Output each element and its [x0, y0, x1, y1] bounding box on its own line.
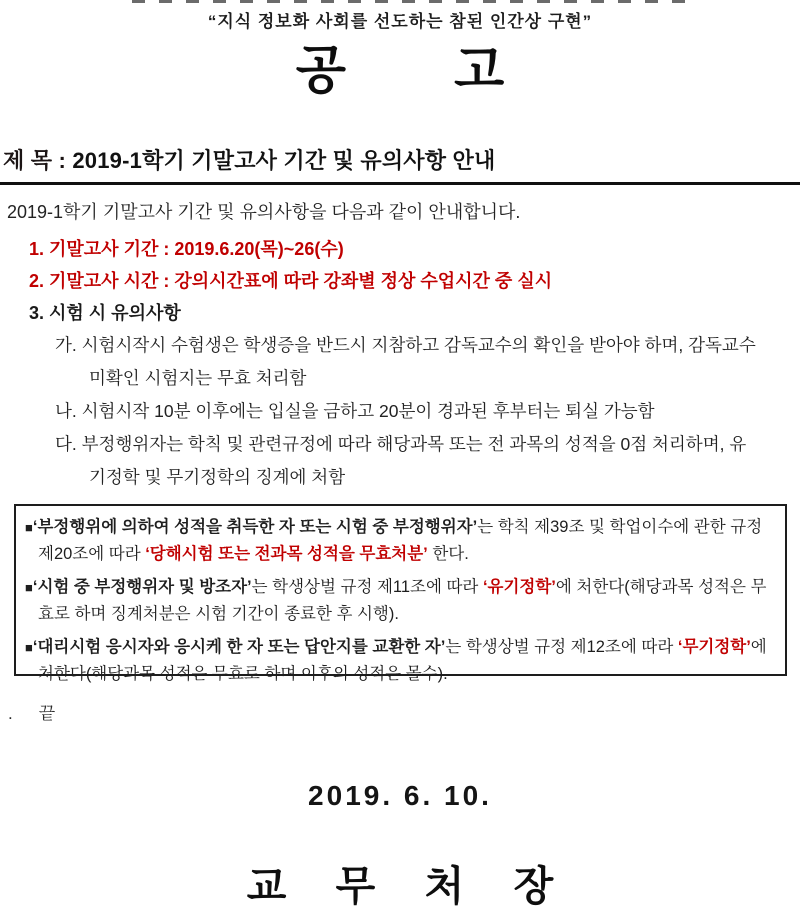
precaution-da-line1: 다. 부정행위자는 학칙 및 관련규정에 따라 해당과목 또는 전 과목의 성적을 0점 처리하며, 유	[55, 434, 747, 454]
issue-date: 2019. 6. 10.	[308, 780, 492, 811]
penalty-1-subject: ‘부정행위에 의하여 성적을 취득한 자 또는 시험 중 부정행위자’	[32, 518, 478, 536]
document-title-char-right: 고	[454, 42, 505, 100]
penalty-bullet-3	[25, 634, 776, 687]
list-item-exam-time: 2. 기말고사 시간 : 강의시간표에 따라 강좌별 정상 수업시간 중 실시	[29, 271, 553, 291]
penalty-2-sanction: ‘유기정학’	[482, 578, 556, 596]
penalty-3-subject: ‘대리시험 응시자와 응시케 한 자 또는 답안지를 교환한 자’	[32, 638, 446, 656]
square-bullet-icon: ■	[25, 520, 33, 535]
document-title-char-left: 공	[295, 42, 346, 100]
penalty-1-tail: 한다.	[427, 545, 469, 563]
closing-end-word: 끝	[38, 704, 56, 723]
cheating-penalty-box	[14, 504, 787, 683]
penalty-1-sanction: ‘당해시험 또는 전과목 성적을 무효처분’	[145, 545, 428, 563]
document-title	[0, 42, 800, 100]
penalty-3-sanction: ‘무기정학’	[677, 638, 751, 656]
penalty-3-tail: 에 처한다(해당과목 성적은 무효로 하며 이후의 성적은 몰수).	[38, 638, 767, 683]
square-bullet-icon: ■	[25, 580, 33, 595]
penalty-2-tail: 에 처한다(해당과목 성적은 무효로 하며 징계처분은 시험 기간이 종료한 후 시행).	[38, 578, 767, 623]
closing-mark	[0, 699, 800, 724]
precaution-na: 나. 시험시작 10분 이후에는 입실을 금하고 20분이 경과된 후부터는 퇴실 가능함	[55, 401, 655, 421]
list-item-exam-period: 1. 기말고사 기간 : 2019.6.20(목)~26(수)	[29, 239, 344, 259]
issuer-signature: 교 무 처 장	[246, 863, 568, 909]
penalty-3-middle: 는 학생상벌 규정 제12조에 따라	[445, 638, 678, 656]
list-item-precautions-heading: 3. 시험 시 유의사항	[29, 303, 181, 323]
subject-label: 제 목 :	[3, 148, 73, 173]
penalty-bullet-1	[25, 514, 776, 567]
cropped-top-text-fragments	[132, 0, 698, 3]
penalty-2-middle: 는 학생상벌 규정 제11조에 따라	[251, 578, 483, 596]
intro-sentence: 2019-1학기 기말고사 기간 및 유의사항을 다음과 같이 안내합니다.	[7, 202, 521, 222]
square-bullet-icon: ■	[25, 640, 33, 655]
precaution-ga-line1: 가. 시험시작시 수험생은 학생증을 반드시 지참하고 감독교수의 확인을 받아야 하며, 감독교수	[55, 335, 756, 355]
penalty-1-middle: 는 학칙 제39조 및 학업이수에 관한 규정 제20조에 따라	[38, 518, 763, 563]
school-motto: “지식 정보화 사회를 선도하는 참된 인간상 구현”	[207, 12, 593, 31]
closing-period: .	[8, 704, 13, 723]
precaution-da-line2: 기정학 및 무기정학의 징계에 처함	[89, 467, 346, 487]
precaution-ga-line2: 미확인 시험지는 무효 처리함	[89, 368, 307, 388]
penalty-bullet-2	[25, 574, 776, 627]
penalty-2-subject: ‘시험 중 부정행위자 및 방조자’	[32, 578, 252, 596]
subject-title: 2019-1학기 기말고사 기간 및 유의사항 안내	[72, 148, 496, 173]
exam-info-list	[0, 233, 800, 329]
subject-line	[0, 144, 800, 185]
